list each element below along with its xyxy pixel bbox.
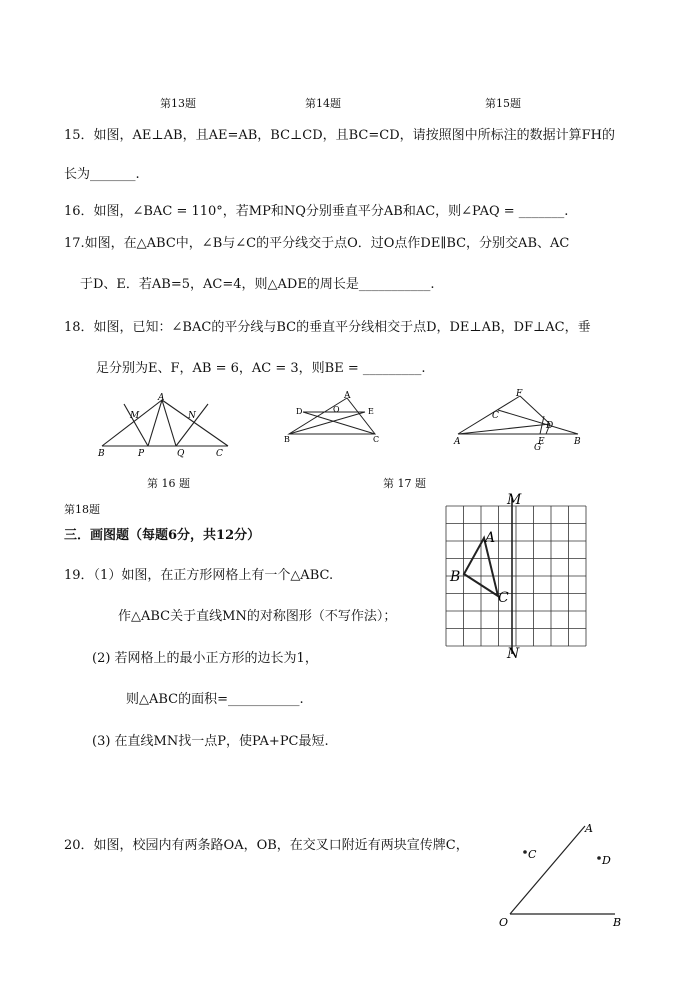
caption-fig18: 第18题 — [64, 503, 100, 516]
caption-fig16: 第 16 题 — [147, 477, 190, 490]
fig18-label-f: F — [516, 389, 523, 399]
figure-16 — [90, 390, 240, 465]
grid-label-m: M — [507, 492, 522, 508]
q19-line4: 则△ABC的面积=___________. — [126, 692, 304, 707]
fig18-label-a: A — [454, 437, 461, 447]
fig17-label-a: A — [344, 391, 351, 401]
fig16-label-m: M — [130, 411, 140, 421]
grid-label-c: C — [498, 590, 509, 606]
fig16-label-b: B — [98, 449, 105, 459]
fig18-label-g: G — [534, 443, 542, 453]
fig17-label-d: D — [296, 407, 303, 416]
figure-17 — [283, 390, 393, 470]
q17-line1: 17.如图，在△ABC中，∠B与∠C的平分线交于点O．过O点作DE∥BC，分别交AB、AC — [64, 236, 570, 251]
q16-text: 16．如图，∠BAC = 110°，若MP和NQ分别垂直平分AB和AC，则∠PAQ = _______. — [64, 204, 569, 219]
q20-text: 20．如图，校园内有两条路OA，OB，在交叉口附近有两块宣传牌C， — [64, 838, 469, 853]
grid-label-n: N — [507, 646, 520, 662]
fig20-label-b: B — [613, 916, 622, 929]
q19-line1: 19．（1）如图，在正方形网格上有一个△ABC. — [64, 568, 334, 583]
fig20-label-a: A — [585, 822, 593, 835]
figure-18 — [450, 388, 590, 470]
q18-line1: 18．如图，已知：∠BAC的平分线与BC的垂直平分线相交于点D，DE⊥AB，DF⊥AC，垂 — [64, 320, 591, 335]
fig17-label-b: B — [284, 435, 290, 444]
fig16-label-n: N — [188, 411, 196, 421]
q19-line2: 作△ABC关于直线MN的对称图形（不写作法）； — [118, 609, 397, 624]
fig18-label-e: E — [538, 437, 545, 447]
q17-line2: 于D、E．若AB=5，AC=4，则△ADE的周长是___________. — [80, 277, 435, 292]
figure-20 — [495, 818, 635, 928]
fig20-label-d: D — [602, 854, 611, 867]
fig16-label-c: C — [216, 449, 223, 459]
grid-label-a: A — [485, 530, 496, 546]
fig17-label-c: C — [373, 435, 380, 444]
fig20-label-c: C — [528, 848, 537, 861]
q15-line2: 长为_______. — [64, 167, 140, 182]
fig17-label-e: E — [368, 407, 374, 416]
caption-fig13: 第13题 — [160, 97, 196, 110]
fig16-label-p: P — [138, 449, 145, 459]
q18-line2: 足分别为E、F，AB = 6，AC = 3，则BE = _________. — [96, 361, 426, 376]
q15-line1: 15．如图，AE⊥AB，且AE=AB，BC⊥CD，且BC=CD，请按照图中所标注的数据计算FH的 — [64, 128, 615, 143]
fig18-label-c: C — [492, 411, 499, 421]
fig16-label-a: A — [158, 393, 165, 403]
section3-title: 三．画图题（每题6分，共12分） — [64, 528, 261, 543]
q19-line3: (2) 若网格上的最小正方形的边长为1， — [92, 651, 318, 666]
fig17-label-o: O — [333, 405, 340, 414]
square-grid-figure — [440, 490, 590, 665]
grid-label-b: B — [450, 569, 461, 585]
fig18-label-d: D — [546, 421, 554, 431]
q19-line5: (3) 在直线MN找一点P，使PA+PC最短. — [92, 734, 329, 749]
fig20-label-o: O — [499, 916, 509, 929]
fig16-label-q: Q — [177, 449, 185, 459]
caption-fig14: 第14题 — [305, 97, 341, 110]
fig18-label-b: B — [574, 437, 581, 447]
caption-fig15: 第15题 — [485, 97, 521, 110]
caption-fig17: 第 17 题 — [383, 477, 426, 490]
